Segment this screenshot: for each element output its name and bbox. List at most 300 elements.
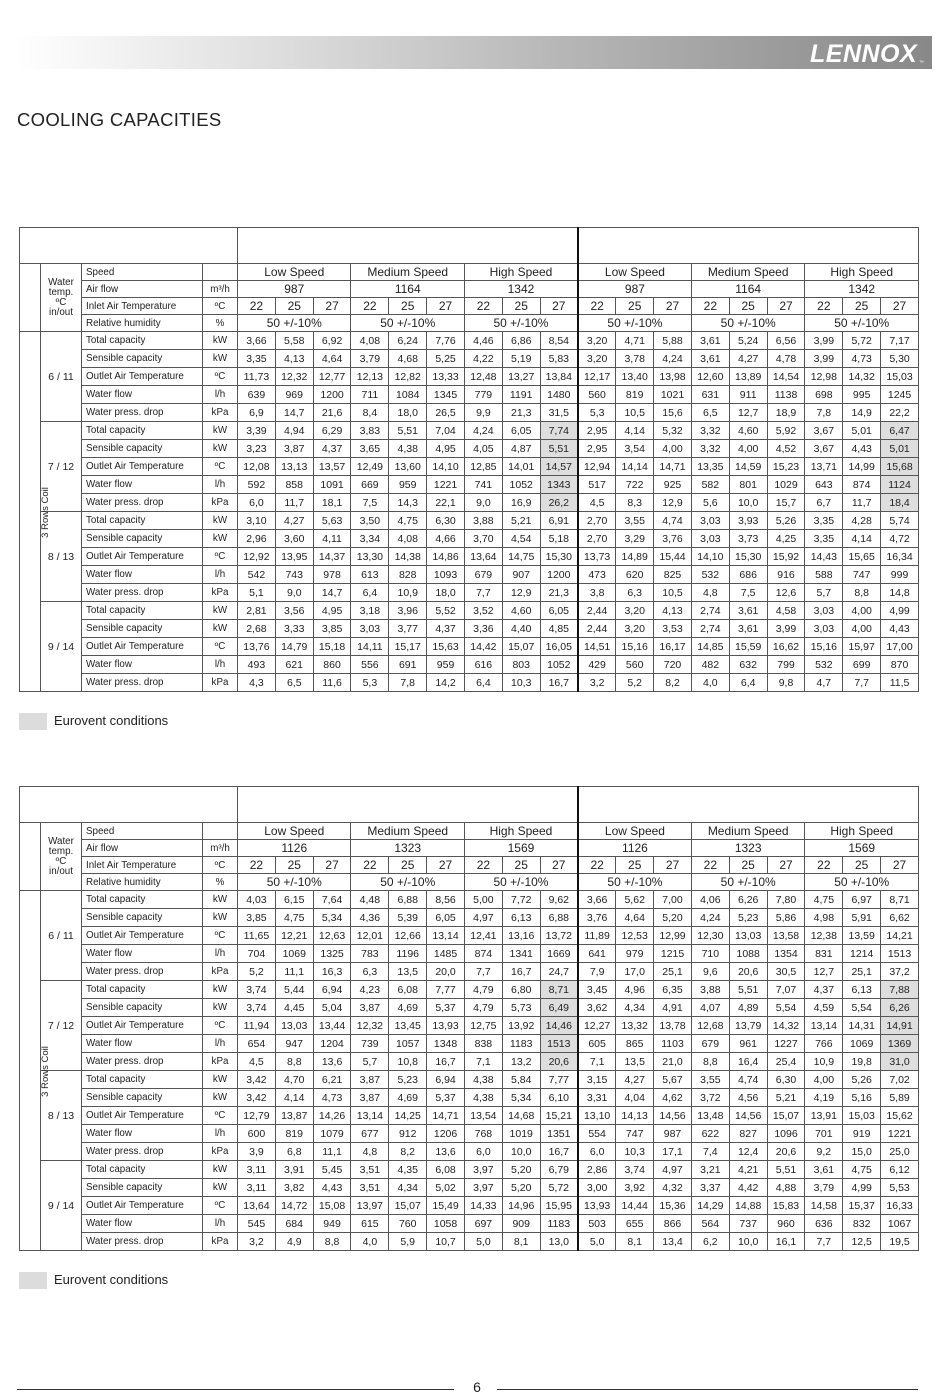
data-cell: 5,20 bbox=[654, 909, 692, 927]
data-cell: 7,17 bbox=[881, 332, 919, 350]
data-cell: 3,54 bbox=[616, 440, 654, 458]
data-cell: 13,79 bbox=[729, 1017, 767, 1035]
data-cell: 5,16 bbox=[843, 1089, 881, 1107]
data-cell: 720 bbox=[654, 656, 692, 674]
data-cell: 961 bbox=[729, 1035, 767, 1053]
data-cell: 16,7 bbox=[502, 963, 540, 981]
data-cell: 5,34 bbox=[502, 1089, 540, 1107]
data-cell: 4,69 bbox=[389, 1089, 427, 1107]
data-cell: 3,53 bbox=[654, 620, 692, 638]
data-cell: 9,9 bbox=[464, 404, 502, 422]
param-label: Sensible capacity bbox=[82, 350, 203, 368]
row-label: Inlet Air Temperature bbox=[82, 857, 203, 874]
data-cell: 30,5 bbox=[767, 963, 805, 981]
data-cell: 4,64 bbox=[616, 909, 654, 927]
row-label: Air flow bbox=[82, 840, 203, 857]
data-cell: 13,54 bbox=[464, 1107, 502, 1125]
data-cell: 5,91 bbox=[843, 909, 881, 927]
header-bar bbox=[17, 36, 932, 69]
data-cell: 3,8 bbox=[578, 584, 616, 602]
data-cell: 4,97 bbox=[654, 1161, 692, 1179]
data-cell: 1124 bbox=[881, 476, 919, 494]
data-cell: 639 bbox=[238, 386, 276, 404]
data-cell: 3,61 bbox=[805, 1161, 843, 1179]
data-cell: 3,2 bbox=[578, 674, 616, 692]
data-cell: 12,4 bbox=[729, 1143, 767, 1161]
data-cell: 4,04 bbox=[616, 1089, 654, 1107]
data-cell: 13,98 bbox=[654, 368, 692, 386]
data-cell: 828 bbox=[389, 566, 427, 584]
data-cell: 8,8 bbox=[275, 1053, 313, 1071]
data-cell: 17,00 bbox=[881, 638, 919, 656]
param-label: Water flow bbox=[82, 656, 203, 674]
data-cell: 564 bbox=[691, 1215, 729, 1233]
data-cell: 4,0 bbox=[691, 674, 729, 692]
data-cell: 542 bbox=[238, 566, 276, 584]
speed-label: Medium Speed bbox=[351, 823, 464, 840]
param-unit: ºC bbox=[203, 1017, 238, 1035]
data-cell: 8,8 bbox=[843, 584, 881, 602]
data-cell: 5,20 bbox=[502, 1161, 540, 1179]
data-cell: 15,07 bbox=[502, 638, 540, 656]
table-row bbox=[20, 1071, 919, 1089]
data-cell: 16,05 bbox=[540, 638, 578, 656]
airflow-value: 1164 bbox=[351, 281, 464, 298]
data-cell: 2,81 bbox=[238, 602, 276, 620]
data-cell: 4,07 bbox=[691, 999, 729, 1017]
data-cell: 7,72 bbox=[502, 891, 540, 909]
data-cell: 10,0 bbox=[502, 1143, 540, 1161]
data-cell: 15,95 bbox=[540, 1197, 578, 1215]
humidity-value: 50 +/-10% bbox=[464, 315, 577, 332]
data-cell: 999 bbox=[881, 566, 919, 584]
data-cell: 3,61 bbox=[729, 620, 767, 638]
data-cell: 819 bbox=[616, 386, 654, 404]
data-cell: 7,02 bbox=[881, 1071, 919, 1089]
row-unit bbox=[203, 264, 238, 281]
legend bbox=[19, 712, 319, 730]
data-cell: 14,88 bbox=[729, 1197, 767, 1215]
table-row bbox=[20, 584, 919, 602]
param-unit: kW bbox=[203, 422, 238, 440]
water-temp-label: Water temp. ºC in/out bbox=[41, 823, 82, 891]
data-cell: 13,93 bbox=[427, 1017, 465, 1035]
table-row bbox=[20, 1053, 919, 1071]
data-cell: 3,66 bbox=[238, 332, 276, 350]
param-unit: kW bbox=[203, 530, 238, 548]
data-cell: 3,61 bbox=[691, 332, 729, 350]
data-cell: 19,8 bbox=[843, 1053, 881, 1071]
param-unit: kW bbox=[203, 512, 238, 530]
inlet-temp: 25 bbox=[502, 857, 540, 874]
data-cell: 15,37 bbox=[843, 1197, 881, 1215]
data-cell: 3,74 bbox=[238, 999, 276, 1017]
data-cell: 13,5 bbox=[389, 963, 427, 981]
data-cell: 866 bbox=[654, 1215, 692, 1233]
table-row bbox=[20, 945, 919, 963]
param-unit: kW bbox=[203, 891, 238, 909]
data-cell: 4,38 bbox=[464, 1089, 502, 1107]
speed-label: Low Speed bbox=[238, 823, 351, 840]
data-cell: 1029 bbox=[767, 476, 805, 494]
data-cell: 6,3 bbox=[351, 963, 389, 981]
data-cell: 20,6 bbox=[767, 1143, 805, 1161]
param-label: Total capacity bbox=[82, 981, 203, 999]
data-cell: 686 bbox=[729, 566, 767, 584]
data-cell: 12,53 bbox=[616, 927, 654, 945]
data-cell: 654 bbox=[238, 1035, 276, 1053]
data-cell: 3,91 bbox=[275, 1161, 313, 1179]
data-cell: 14,54 bbox=[767, 368, 805, 386]
data-cell: 4,99 bbox=[843, 1179, 881, 1197]
data-cell: 582 bbox=[691, 476, 729, 494]
data-cell: 13,27 bbox=[502, 368, 540, 386]
data-cell: 5,21 bbox=[502, 512, 540, 530]
data-cell: 4,73 bbox=[313, 1089, 351, 1107]
data-cell: 14,79 bbox=[275, 638, 313, 656]
speed-label: High Speed bbox=[464, 823, 577, 840]
param-unit: l/h bbox=[203, 1125, 238, 1143]
data-cell: 4,97 bbox=[464, 909, 502, 927]
data-cell: 684 bbox=[275, 1215, 313, 1233]
data-cell: 4,94 bbox=[275, 422, 313, 440]
data-cell: 3,33 bbox=[275, 620, 313, 638]
data-cell: 9,6 bbox=[691, 963, 729, 981]
inlet-temp: 25 bbox=[389, 857, 427, 874]
data-cell: 3,87 bbox=[275, 440, 313, 458]
data-cell: 3,35 bbox=[805, 512, 843, 530]
param-unit: kPa bbox=[203, 404, 238, 422]
data-cell: 1480 bbox=[540, 386, 578, 404]
data-cell: 13,64 bbox=[238, 1197, 276, 1215]
row-label: Inlet Air Temperature bbox=[82, 298, 203, 315]
data-cell: 7,07 bbox=[767, 981, 805, 999]
data-cell: 643 bbox=[805, 476, 843, 494]
speed-label: Low Speed bbox=[578, 823, 691, 840]
data-cell: 12,13 bbox=[351, 368, 389, 386]
data-cell: 4,13 bbox=[654, 602, 692, 620]
data-cell: 14,3 bbox=[389, 494, 427, 512]
data-cell: 6,08 bbox=[389, 981, 427, 999]
data-cell: 11,6 bbox=[313, 674, 351, 692]
data-cell: 9,8 bbox=[767, 674, 805, 692]
water-group-label: 8 / 13 bbox=[41, 512, 82, 602]
data-cell: 5,73 bbox=[502, 999, 540, 1017]
data-cell: 12,49 bbox=[351, 458, 389, 476]
water-group-label: 7 / 12 bbox=[41, 422, 82, 512]
data-cell: 6,0 bbox=[578, 1143, 616, 1161]
data-cell: 554 bbox=[578, 1125, 616, 1143]
table-header-blank bbox=[20, 787, 238, 823]
data-cell: 669 bbox=[351, 476, 389, 494]
data-cell: 7,00 bbox=[654, 891, 692, 909]
data-cell: 7,5 bbox=[729, 584, 767, 602]
data-cell: 13,89 bbox=[729, 368, 767, 386]
data-cell: 15,08 bbox=[313, 1197, 351, 1215]
data-cell: 987 bbox=[654, 1125, 692, 1143]
param-label: Water flow bbox=[82, 566, 203, 584]
data-cell: 5,01 bbox=[881, 440, 919, 458]
data-cell: 6,35 bbox=[654, 981, 692, 999]
data-cell: 5,84 bbox=[502, 1071, 540, 1089]
data-cell: 3,31 bbox=[578, 1089, 616, 1107]
data-cell: 12,41 bbox=[464, 927, 502, 945]
inlet-temp: 25 bbox=[843, 298, 881, 315]
data-cell: 803 bbox=[502, 656, 540, 674]
data-cell: 493 bbox=[238, 656, 276, 674]
inlet-temp: 25 bbox=[275, 857, 313, 874]
data-cell: 4,9 bbox=[275, 1233, 313, 1251]
airflow-value: 1126 bbox=[578, 840, 691, 857]
inlet-temp: 25 bbox=[389, 298, 427, 315]
data-cell: 838 bbox=[464, 1035, 502, 1053]
data-cell: 1345 bbox=[427, 386, 465, 404]
data-cell: 4,24 bbox=[691, 909, 729, 927]
data-cell: 3,67 bbox=[805, 440, 843, 458]
data-cell: 1200 bbox=[540, 566, 578, 584]
data-cell: 13,72 bbox=[540, 927, 578, 945]
data-cell: 2,86 bbox=[578, 1161, 616, 1179]
data-cell: 737 bbox=[729, 1215, 767, 1233]
param-label: Sensible capacity bbox=[82, 999, 203, 1017]
inlet-temp: 22 bbox=[578, 298, 616, 315]
humidity-value: 50 +/-10% bbox=[578, 315, 691, 332]
data-cell: 13,59 bbox=[843, 927, 881, 945]
data-cell: 2,70 bbox=[578, 530, 616, 548]
data-cell: 4,78 bbox=[767, 350, 805, 368]
data-cell: 3,11 bbox=[238, 1179, 276, 1197]
param-unit: l/h bbox=[203, 566, 238, 584]
data-cell: 949 bbox=[313, 1215, 351, 1233]
data-cell: 37,2 bbox=[881, 963, 919, 981]
data-cell: 17,0 bbox=[616, 963, 654, 981]
data-cell: 12,9 bbox=[654, 494, 692, 512]
data-cell: 4,19 bbox=[805, 1089, 843, 1107]
data-cell: 560 bbox=[578, 386, 616, 404]
data-cell: 5,3 bbox=[351, 674, 389, 692]
data-cell: 13,14 bbox=[351, 1107, 389, 1125]
param-label: Water press. drop bbox=[82, 1053, 203, 1071]
param-unit: ºC bbox=[203, 927, 238, 945]
param-unit: kW bbox=[203, 602, 238, 620]
data-cell: 4,46 bbox=[464, 332, 502, 350]
data-cell: 6,29 bbox=[313, 422, 351, 440]
param-unit: kPa bbox=[203, 1053, 238, 1071]
data-cell: 4,58 bbox=[767, 602, 805, 620]
data-cell: 1069 bbox=[275, 945, 313, 963]
data-cell: 3,37 bbox=[691, 1179, 729, 1197]
data-cell: 4,13 bbox=[275, 350, 313, 368]
inlet-temp: 22 bbox=[805, 298, 843, 315]
data-cell: 13,14 bbox=[427, 927, 465, 945]
data-cell: 2,70 bbox=[578, 512, 616, 530]
data-cell: 5,21 bbox=[767, 1089, 805, 1107]
data-cell: 3,20 bbox=[616, 602, 654, 620]
data-cell: 7,74 bbox=[540, 422, 578, 440]
data-cell: 947 bbox=[275, 1035, 313, 1053]
humidity-value: 50 +/-10% bbox=[238, 874, 351, 891]
data-cell: 12,60 bbox=[691, 368, 729, 386]
water-group-label: 6 / 11 bbox=[41, 332, 82, 422]
inlet-temp: 25 bbox=[729, 298, 767, 315]
data-cell: 4,85 bbox=[540, 620, 578, 638]
inlet-temp: 22 bbox=[351, 857, 389, 874]
data-cell: 3,74 bbox=[616, 1161, 654, 1179]
data-cell: 3,35 bbox=[805, 530, 843, 548]
param-unit: l/h bbox=[203, 945, 238, 963]
data-cell: 1351 bbox=[540, 1125, 578, 1143]
data-cell: 5,37 bbox=[427, 999, 465, 1017]
data-cell: 3,99 bbox=[805, 350, 843, 368]
data-cell: 3,73 bbox=[729, 530, 767, 548]
data-cell: 5,0 bbox=[464, 1233, 502, 1251]
data-cell: 4,34 bbox=[616, 999, 654, 1017]
data-cell: 3,97 bbox=[464, 1161, 502, 1179]
page-title: COOLING CAPACITIES bbox=[17, 109, 222, 130]
data-cell: 8,2 bbox=[389, 1143, 427, 1161]
param-unit: ºC bbox=[203, 1107, 238, 1125]
data-cell: 7,1 bbox=[578, 1053, 616, 1071]
data-cell: 3,72 bbox=[691, 1089, 729, 1107]
water-group-label: 6 / 11 bbox=[41, 891, 82, 981]
data-cell: 711 bbox=[351, 386, 389, 404]
data-cell: 5,26 bbox=[767, 512, 805, 530]
data-cell: 10,3 bbox=[616, 1143, 654, 1161]
cooling-capacity-table bbox=[19, 786, 919, 1251]
data-cell: 12,92 bbox=[238, 548, 276, 566]
data-cell: 6,5 bbox=[691, 404, 729, 422]
data-cell: 25,0 bbox=[881, 1143, 919, 1161]
data-cell: 13,78 bbox=[654, 1017, 692, 1035]
data-cell: 12,32 bbox=[275, 368, 313, 386]
data-cell: 13,14 bbox=[805, 1017, 843, 1035]
coil-label: 3 Rows Coil bbox=[20, 891, 41, 1251]
data-cell: 14,7 bbox=[313, 584, 351, 602]
inlet-temp: 22 bbox=[238, 857, 276, 874]
data-cell: 14,10 bbox=[427, 458, 465, 476]
data-cell: 5,32 bbox=[654, 422, 692, 440]
data-cell: 25,1 bbox=[654, 963, 692, 981]
data-cell: 13,60 bbox=[389, 458, 427, 476]
water-temp-label: Water temp. ºC in/out bbox=[41, 264, 82, 332]
data-cell: 4,71 bbox=[616, 332, 654, 350]
data-cell: 14,58 bbox=[805, 1197, 843, 1215]
data-cell: 3,76 bbox=[578, 909, 616, 927]
data-cell: 6,24 bbox=[389, 332, 427, 350]
data-cell: 6,12 bbox=[881, 1161, 919, 1179]
data-cell: 1138 bbox=[767, 386, 805, 404]
data-cell: 3,65 bbox=[351, 440, 389, 458]
row-unit: m³/h bbox=[203, 281, 238, 298]
data-cell: 3,11 bbox=[238, 1161, 276, 1179]
data-cell: 959 bbox=[427, 656, 465, 674]
table-row bbox=[20, 476, 919, 494]
data-cell: 14,11 bbox=[351, 638, 389, 656]
data-cell: 995 bbox=[843, 386, 881, 404]
data-cell: 6,26 bbox=[881, 999, 919, 1017]
legend-swatch bbox=[19, 713, 47, 730]
data-cell: 545 bbox=[238, 1215, 276, 1233]
data-cell: 3,10 bbox=[238, 512, 276, 530]
data-cell: 15,59 bbox=[729, 638, 767, 656]
data-cell: 783 bbox=[351, 945, 389, 963]
water-group-label: 8 / 13 bbox=[41, 1071, 82, 1161]
data-cell: 4,0 bbox=[351, 1233, 389, 1251]
param-unit: kW bbox=[203, 981, 238, 999]
param-label: Water press. drop bbox=[82, 674, 203, 692]
data-cell: 3,70 bbox=[464, 530, 502, 548]
data-cell: 7,8 bbox=[389, 674, 427, 692]
data-cell: 779 bbox=[464, 386, 502, 404]
data-cell: 4,74 bbox=[654, 512, 692, 530]
speed-label: Low Speed bbox=[238, 264, 351, 281]
data-cell: 747 bbox=[616, 1125, 654, 1143]
model-header-left bbox=[238, 787, 578, 823]
data-cell: 4,96 bbox=[616, 981, 654, 999]
data-cell: 4,08 bbox=[351, 332, 389, 350]
data-cell: 722 bbox=[616, 476, 654, 494]
data-cell: 3,96 bbox=[389, 602, 427, 620]
legend bbox=[19, 1271, 319, 1289]
data-cell: 4,43 bbox=[881, 620, 919, 638]
data-cell: 870 bbox=[881, 656, 919, 674]
data-cell: 15,17 bbox=[389, 638, 427, 656]
data-cell: 969 bbox=[275, 386, 313, 404]
data-cell: 13,95 bbox=[275, 548, 313, 566]
param-label: Sensible capacity bbox=[82, 620, 203, 638]
data-cell: 1183 bbox=[502, 1035, 540, 1053]
data-cell: 3,51 bbox=[351, 1179, 389, 1197]
data-cell: 3,87 bbox=[351, 1071, 389, 1089]
data-cell: 6,92 bbox=[313, 332, 351, 350]
param-unit: ºC bbox=[203, 548, 238, 566]
speed-label: Medium Speed bbox=[691, 264, 804, 281]
data-cell: 11,73 bbox=[238, 368, 276, 386]
param-label: Sensible capacity bbox=[82, 440, 203, 458]
water-group-label: 7 / 12 bbox=[41, 981, 82, 1071]
data-cell: 7,88 bbox=[881, 981, 919, 999]
data-cell: 1669 bbox=[540, 945, 578, 963]
data-cell: 4,03 bbox=[238, 891, 276, 909]
param-unit: kPa bbox=[203, 494, 238, 512]
data-cell: 4,06 bbox=[691, 891, 729, 909]
data-cell: 13,10 bbox=[578, 1107, 616, 1125]
data-cell: 1341 bbox=[502, 945, 540, 963]
data-cell: 4,60 bbox=[502, 602, 540, 620]
data-cell: 15,03 bbox=[843, 1107, 881, 1125]
inlet-temp: 27 bbox=[654, 298, 692, 315]
legend-label: Eurovent conditions bbox=[54, 1272, 169, 1287]
data-cell: 15,18 bbox=[313, 638, 351, 656]
data-cell: 3,36 bbox=[464, 620, 502, 638]
param-unit: l/h bbox=[203, 386, 238, 404]
data-cell: 4,14 bbox=[275, 1089, 313, 1107]
data-cell: 14,71 bbox=[427, 1107, 465, 1125]
data-cell: 14,37 bbox=[313, 548, 351, 566]
data-cell: 3,45 bbox=[578, 981, 616, 999]
data-cell: 4,99 bbox=[881, 602, 919, 620]
data-cell: 8,1 bbox=[616, 1233, 654, 1251]
row-unit: ºC bbox=[203, 857, 238, 874]
data-cell: 1091 bbox=[313, 476, 351, 494]
table-row bbox=[20, 638, 919, 656]
data-cell: 16,3 bbox=[313, 963, 351, 981]
inlet-temp: 25 bbox=[502, 298, 540, 315]
data-cell: 4,00 bbox=[805, 1071, 843, 1089]
table-row bbox=[20, 1107, 919, 1125]
data-cell: 13,13 bbox=[275, 458, 313, 476]
inlet-temp: 27 bbox=[881, 298, 919, 315]
